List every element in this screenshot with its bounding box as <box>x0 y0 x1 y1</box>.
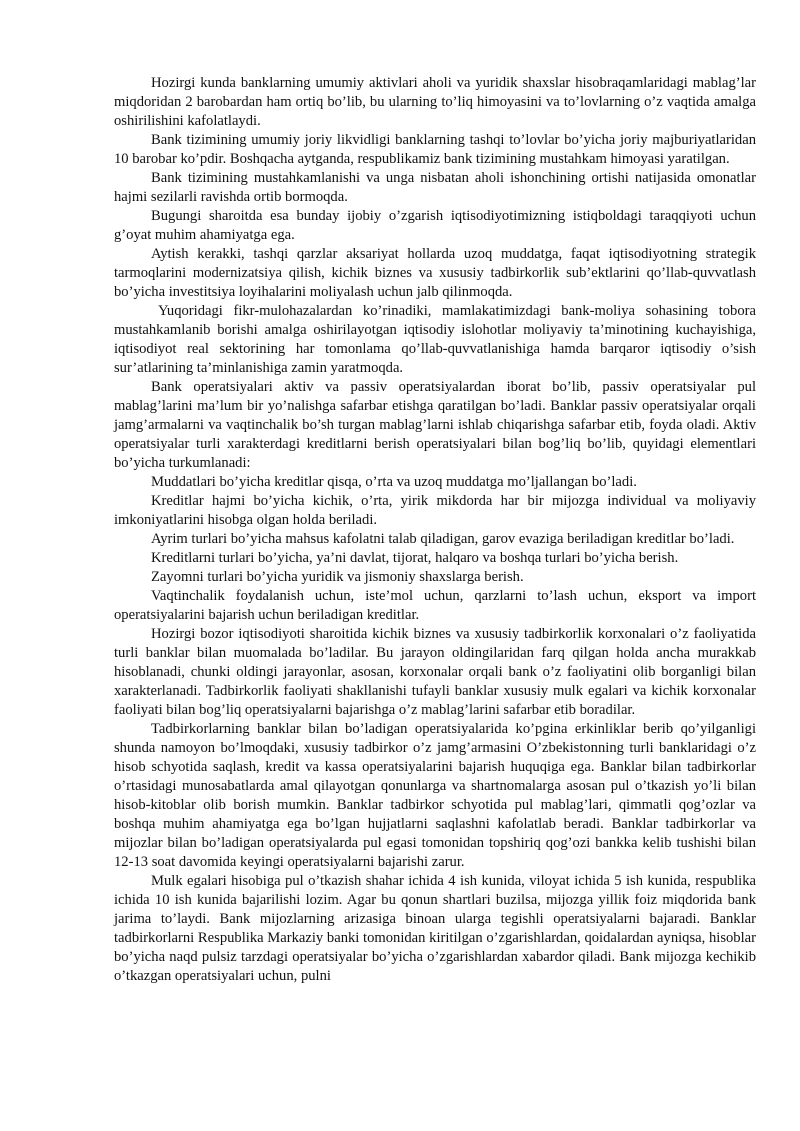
paragraph-bank-operations: Bank operatsiyalari aktiv va passiv operatsiyalardan iborat bo’lib, passiv operatsiyalar pul mablag’larini ma’lum bir yo’nalishga safarbar etishga qaratilgan bo’ladi. Banklar passiv operatsiyalar orqali jamg’armalarni va vaqtinchalik bo’sh turgan mablag’larni ishlab chiqarishga safarbar etib, foyda oladi. Aktiv operatsiyalar turli xarakterdagi kreditlarni berish operatsiyalari bilan bog’liq bo’lib, quyidagi elementlari bo’yicha turkumlanadi: <box>114 379 756 471</box>
list-item-loans: Zayomni turlari bo’yicha yuridik va jismoniy shaxslarga berish. <box>151 569 524 585</box>
paragraph-positive-change: Bugungi sharoitda esa bunday ijobiy o’zgarish iqtisodiyotimizning istiqboldagi taraqqiyoti uchun g’oyat muhim ahamiyatga ega. <box>114 208 756 243</box>
paragraph-transfers: Mulk egalari hisobiga pul o’tkazish shahar ichida 4 ish kunida, viloyat ichida 5 ish kunida, respublika ichida 10 ish kunida bajarilishi lozim. Agar bu qonun shartlari buzilsa, mijozga yillik foiz miqdorida bank jarima to’laydi. Bank mijozlarning arizasiga binoan ularga tegishli operatsiyalarni bajaradi. Banklar tadbirkorlarni Respublika Markaziy banki tomonidan kiritilgan o’zgarishlardan, qoidalardan ayniqsa, hisoblar bo’yicha naqd pulsiz tarzdagi operatsiyalar bo’yicha o’zgarishlardan xabardor qiladi. Bank mijozga kechikib o’tkazgan operatsiyalari uchun, pulni <box>114 873 756 984</box>
paragraph-conclusion: Yuqoridagi fikr-mulohazalardan ko’rinadiki, mamlakatimizdagi bank-moliya sohasining tobora mustahkamlanib borishi amalga oshirilayotgan iqtisodiy islohotlar moliyaviy ta’minotining kuchayishiga, iqtisodiyot real sektorining har tomonlama qo’llab-quvvatlanishiga hamda barqaror iqtisodiy o’sish sur’atlarining ta’minlanishiga zamin yaratmoqda. <box>114 303 756 376</box>
paragraph-small-business: Hozirgi bozor iqtisodiyoti sharoitida kichik biznes va xususiy tadbirkorlik korxonalari o’z faoliyatida turli banklar bilan muomalada bo’ladilar. Bu jarayon oldingilaridan farq qilgan holda ancha murakkab hisoblanadi, chunki oldingi jarayonlar, asosan, korxonalar orqali bank o’z faoliyatini olib borganligi bilan xarakterlanadi. Tadbirkorlik faoliyati shakllanishi tufayli banklar xususiy mulk egalari va kichik korxonalar faoliyati bilan bog’liq operatsiyalarni bajarishga o’z mablag’larini safarbar etib boradilar. <box>114 626 756 718</box>
list-item-types: Kreditlarni turlari bo’yicha, ya’ni davlat, tijorat, halqaro va boshqa turlari bo’yicha berish. <box>151 550 679 566</box>
paragraph-external-debt: Aytish kerakki, tashqi qarzlar aksariyat hollarda uzoq muddatga, faqat iqtisodiyotning strategik tarmoqlarini modernizatsiya qilish, kichik biznes va xususiy tadbirkorlik sub’ektlarini qo’llab-quvvatlash bo’yicha investitsiya loyihalarini moliyalash uchun jalb qilinmoqda. <box>114 246 756 300</box>
list-item-temporary: Vaqtinchalik foydalanish uchun, iste’mol uchun, qarzlarni to’lash uchun, eksport va import operatsiyalarini bajarish uchun beriladigan kreditlar. <box>114 588 756 623</box>
paragraph-entrepreneurs: Tadbirkorlarning banklar bilan bo’ladigan operatsiyalarida ko’pgina erkinliklar berib qo’yilganligi shunda namoyon bo’lmoqdaki, xususiy tadbirkor o’z jamg’armasini O’zbekistonning turli banklaridagi o’z hisob schyotida saqlash, kredit va kassa operatsiyalarini bajarish huquqiga ega. Banklar bilan tadbirkorlar o’rtasidagi munosabatlarda amal qilayotgan qonunlarga va shartnomalarga asosan pul o’tkazish yo’li bilan hisob-kitoblar olib borish mumkin. Banklar tadbirkor schyotida pul mablag’lari, qimmatli qog’ozlar va boshqa muhim ahamiyatga ega bo’lgan hujjatlarni saqlashni kafolatlab beradi. Banklar tadbirkorlar va mijozlar bilan bo’ladigan operatsiyalarda pul egasi tomonidan topshiriq qog’ozi bankka kelib tushishi bilan 12-13 soat davomida keyingi operatsiyalarni bajarishi zarur. <box>114 721 756 870</box>
list-item-volume: Kreditlar hajmi bo’yicha kichik, o’rta, yirik mikdorda har bir mijozga individual va moliyaviy imkoniyatlarini hisobga olgan holda beriladi. <box>114 493 756 528</box>
paragraph-assets: Hozirgi kunda banklarning umumiy aktivlari aholi va yuridik shaxslar hisobraqamlaridagi mablag’lar miqdoridan 2 barobardan ham ortiq bo’lib, bu ularning to’liq himoyasini va to’lovlarning o’z vaqtida amalga oshirilishini kafolatlaydi. <box>114 75 756 129</box>
document-page <box>114 74 756 986</box>
list-item-guarantee: Ayrim turlari bo’yicha mahsus kafolatni talab qiladigan, garov evaziga beriladigan kreditlar bo’ladi. <box>151 531 735 547</box>
list-item-terms: Muddatlari bo’yicha kreditlar qisqa, o’rta va uzoq muddatga mo’ljallangan bo’ladi. <box>151 474 637 490</box>
paragraph-liquidity: Bank tizimining umumiy joriy likvidligi banklarning tashqi to’lovlar bo’yicha joriy majburiyatlaridan 10 barobar ko’pdir. Boshqacha aytganda, respublikamiz bank tizimining mustahkam himoyasi yaratilgan. <box>114 132 756 167</box>
paragraph-deposits: Bank tizimining mustahkamlanishi va unga nisbatan aholi ishonchining ortishi natijasida omonatlar hajmi sezilarli ravishda ortib bormoqda. <box>114 170 756 205</box>
